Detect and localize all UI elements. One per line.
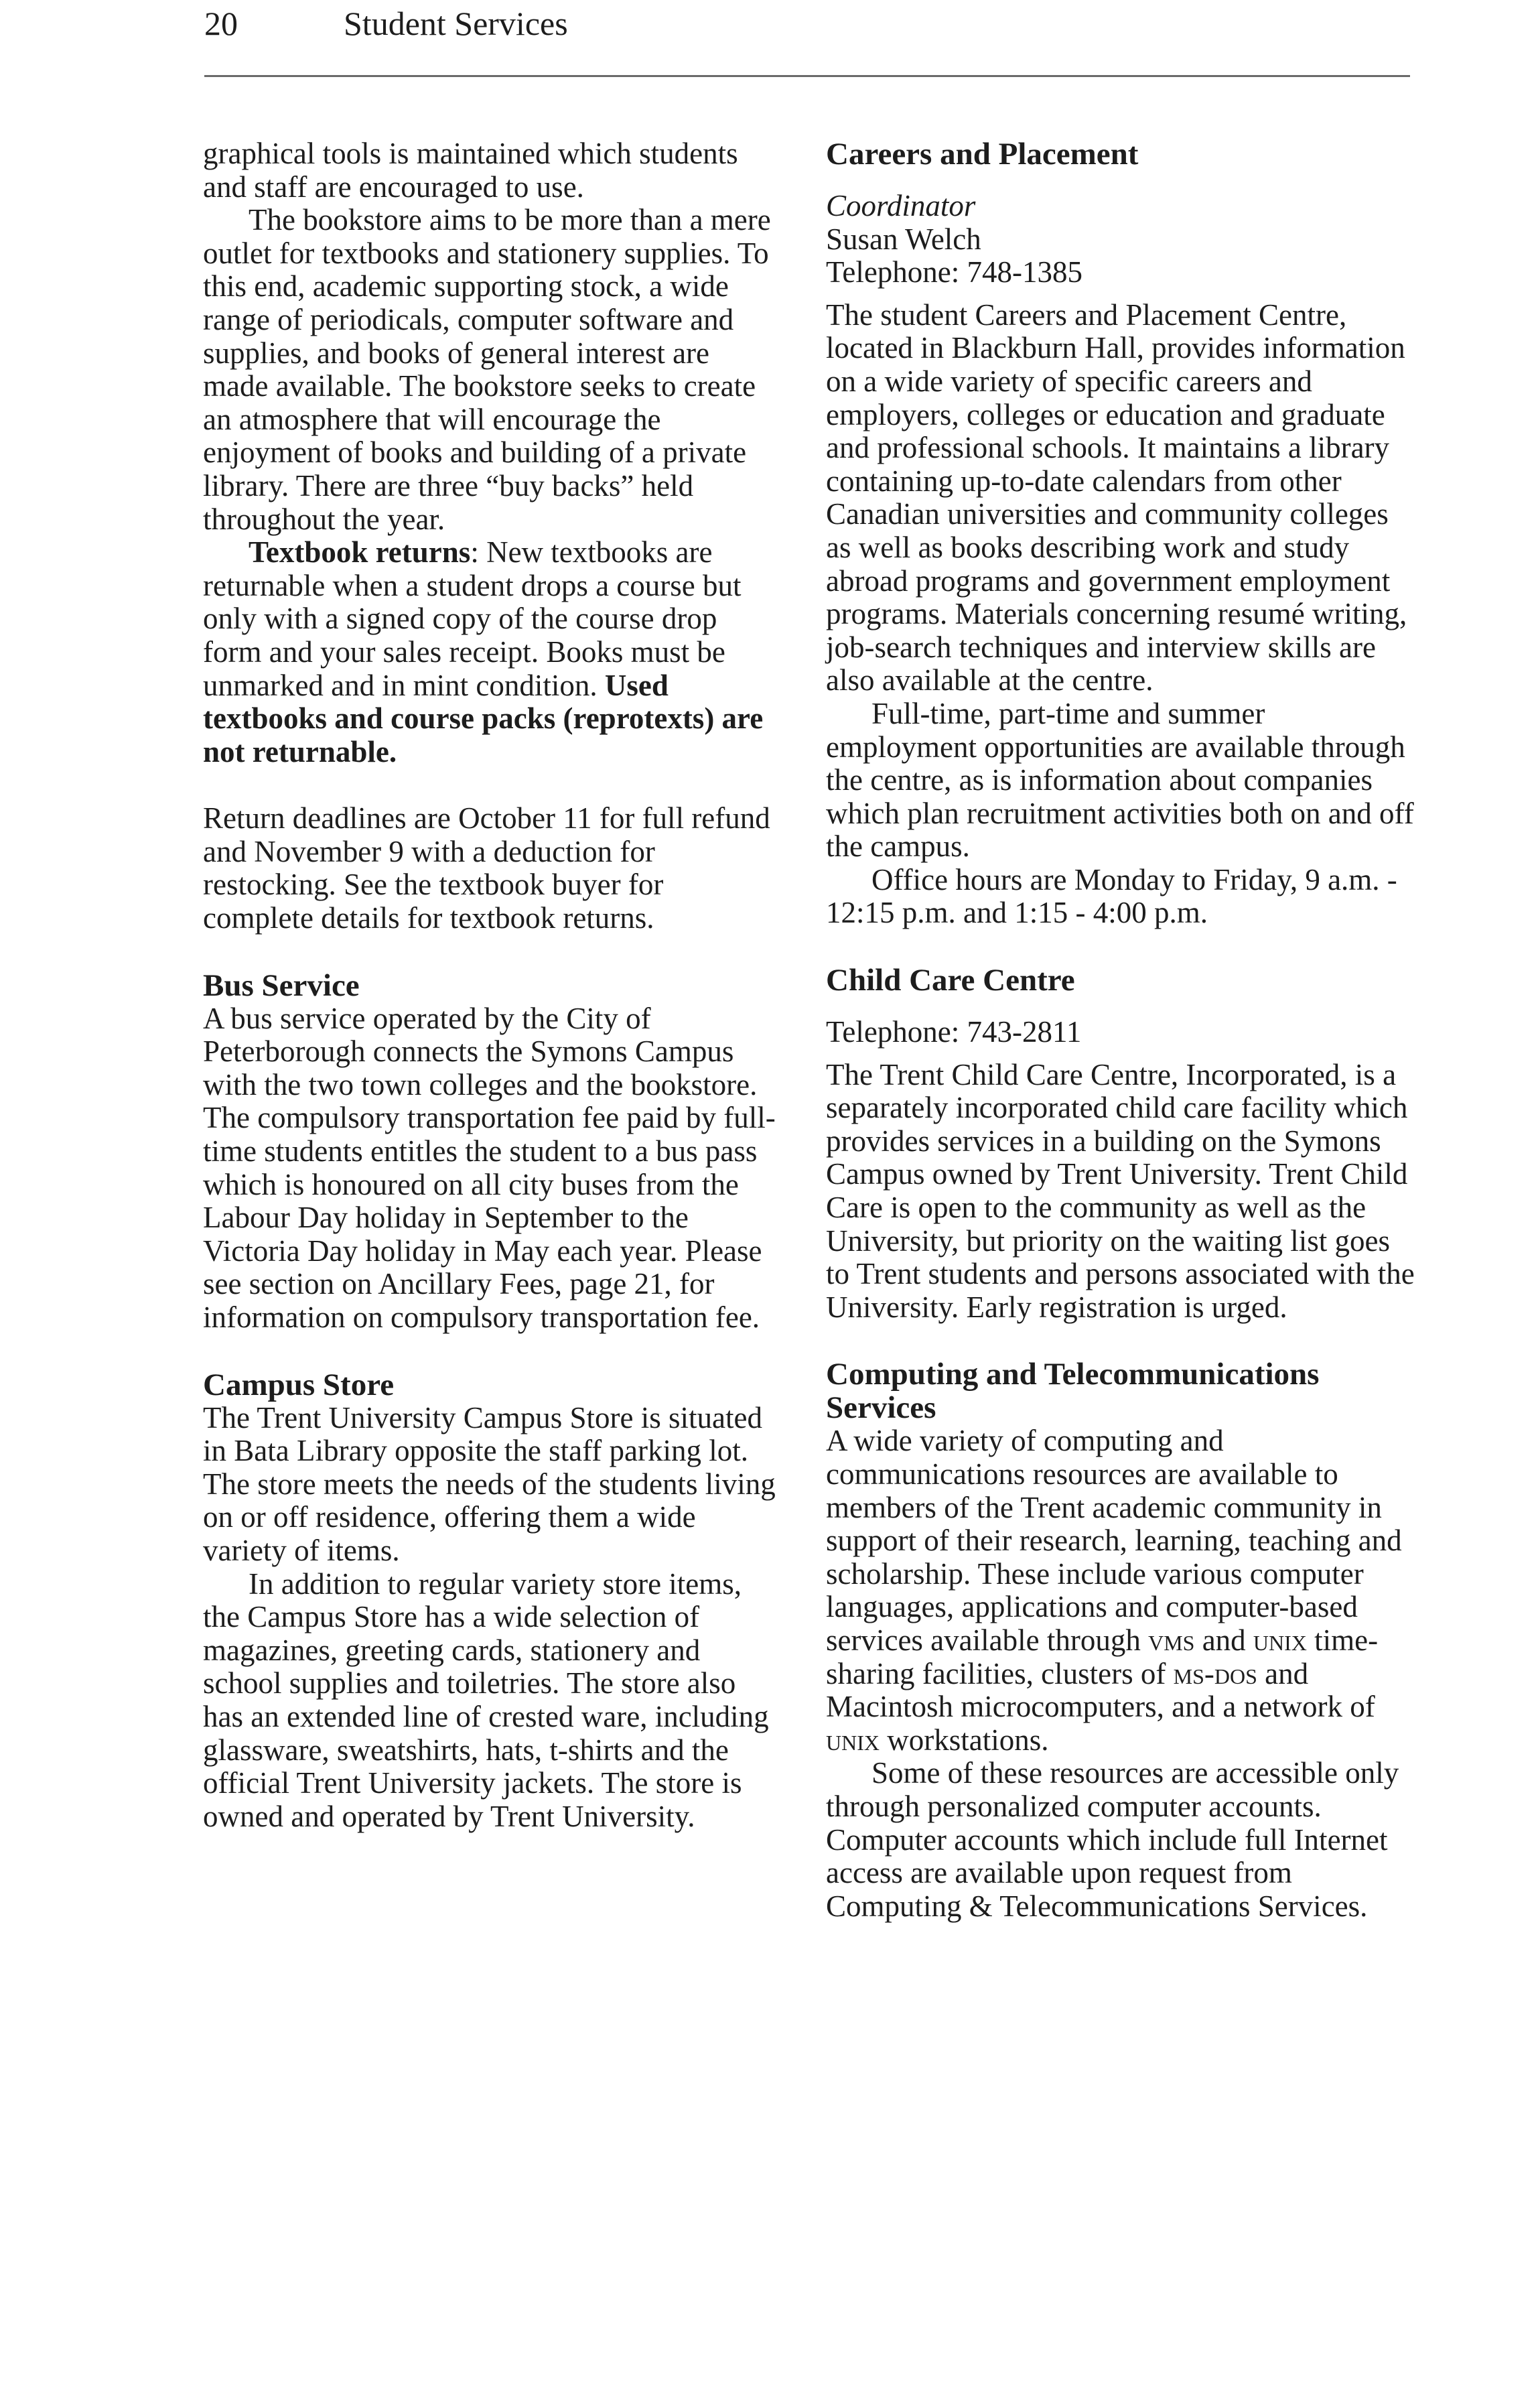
vms-term: vms [1148,1623,1195,1657]
page-number: 20 [204,5,238,42]
computing-text-part: time-sharing facilities, clusters of [826,1623,1379,1690]
campus-store-paragraph: The Trent University Campus Store is situated in Bata Library opposite the staff parking lot. The store meets the needs of the students living on or off residence, offering them a wide variety of items. [203,1400,776,1567]
computer-accounts-paragraph: Some of these resources are accessible only through personalized computer accounts. Computer accounts which include full Internet access are available upon request from Computing & Telecommunications Services. [826,1756,1399,1923]
careers-coordinator-name: Susan Welch [826,222,981,256]
employment-opportunities-paragraph: Full-time, part-time and summer employment opportunities are available through the centre, as is information about companies which plan recruitment activities both on and off the campus. [826,696,1414,864]
child-care-telephone: Telephone: 743-2811 [826,1015,1082,1049]
textbook-returns-text: : New textbooks are returnable when a student drops a course but only with a signed copy of the course drop form and your sales receipt. Books must be unmarked and in mint condition. [203,535,742,702]
ms-dos-term: ms-dos [1173,1656,1257,1690]
page-header [204,0,1410,77]
child-care-paragraph: The Trent Child Care Centre, Incorporated, is a separately incorporated child care facility which provides services in a building on the Symons Campus owned by Trent University. Trent Child Care is open to the community as well as the University, but priority on the waiting list goes to Trent students and persons associated with the University. Early registration is urged. [826,1057,1415,1324]
child-care-heading: Child Care Centre [826,963,1075,998]
computing-text-part: and [1194,1623,1253,1657]
careers-coordinator-role: Coordinator [826,189,976,222]
textbook-returns-paragraph [203,536,779,768]
computing-text-part: workstations. [879,1723,1049,1757]
careers-centre-paragraph: The student Careers and Placement Centre, located in Blackburn Hall, provides information on a wide variety of specific careers and employers, colleges or education and graduate and professional schools. It maintains a library containing up-to-date calendars from other Canadian universities and community colleges as well as books describing work and study abroad programs and government employment programs. Materials concerning resumé writing, job-search techniques and interview skills are also available at the centre. [826,297,1407,697]
bookstore-continued-paragraph: graphical tools is maintained which students and staff are encouraged to use. [203,137,738,204]
computing-heading: Computing and Telecommunications Services [826,1357,1320,1426]
campus-store-items-paragraph: In addition to regular variety store items, the Campus Store has a wide selection of magazines, greeting cards, stationery and school supplies and toiletries. The store also has an extended line of crested ware, including glassware, sweatshirts, hats, t-shirts and the official Trent University jackets. The store is owned and operated by Trent University. [203,1566,769,1833]
computing-text-part: A wide variety of computing and communications resources are available to members of the Trent academic community in support of their research, learning, teaching and scholarship. These include various computer languages, applications and computer-based services available through [826,1424,1402,1657]
unix-term: unix [1253,1623,1307,1657]
bus-service-paragraph: A bus service operated by the City of Peterborough connects the Symons Campus with the two town colleges and the bookstore. The compulsory transportation fee paid by full-time students entitles the student to a bus pass which is honoured on all city buses from the Labour Day holiday in September to the Victoria Day holiday in May each year. Please see section on Ancillary Fees, page 21, for information on compulsory transportation fee. [203,1001,776,1334]
left-column [203,137,779,1833]
campus-store-heading: Campus Store [203,1367,395,1402]
careers-placement-heading: Careers and Placement [826,137,1139,172]
office-hours-paragraph: Office hours are Monday to Friday, 9 a.m. - 12:15 p.m. and 1:15 - 4:00 p.m. [826,862,1397,930]
right-column [826,137,1415,1923]
return-deadlines-paragraph: Return deadlines are October 11 for full refund and November 9 with a deduction for restocking. See the textbook buyer for complete details for textbook returns. [203,801,770,935]
unix-term: unix [826,1723,880,1757]
computing-text-part: and Macintosh microcomputers, and a network of [826,1656,1375,1724]
textbook-returns-label: Textbook returns [249,535,471,570]
running-head: Student Services [344,5,568,42]
bookstore-aims-paragraph: The bookstore aims to be more than a mere outlet for textbooks and stationery supplies. To this end, academic supporting stock, a wide range of periodicals, computer software and supplies, and books of general interest are made available. The bookstore seeks to create an atmosphere that will encourage the enjoyment of books and building of a private library. There are three “buy backs” held throughout the year. [203,203,771,536]
not-returnable-notice: Used textbooks and course packs (reprotexts) are not returnable. [203,668,764,768]
computing-resources-paragraph [826,1424,1415,1757]
bus-service-heading: Bus Service [203,967,360,1003]
careers-telephone: Telephone: 748-1385 [826,255,1083,289]
